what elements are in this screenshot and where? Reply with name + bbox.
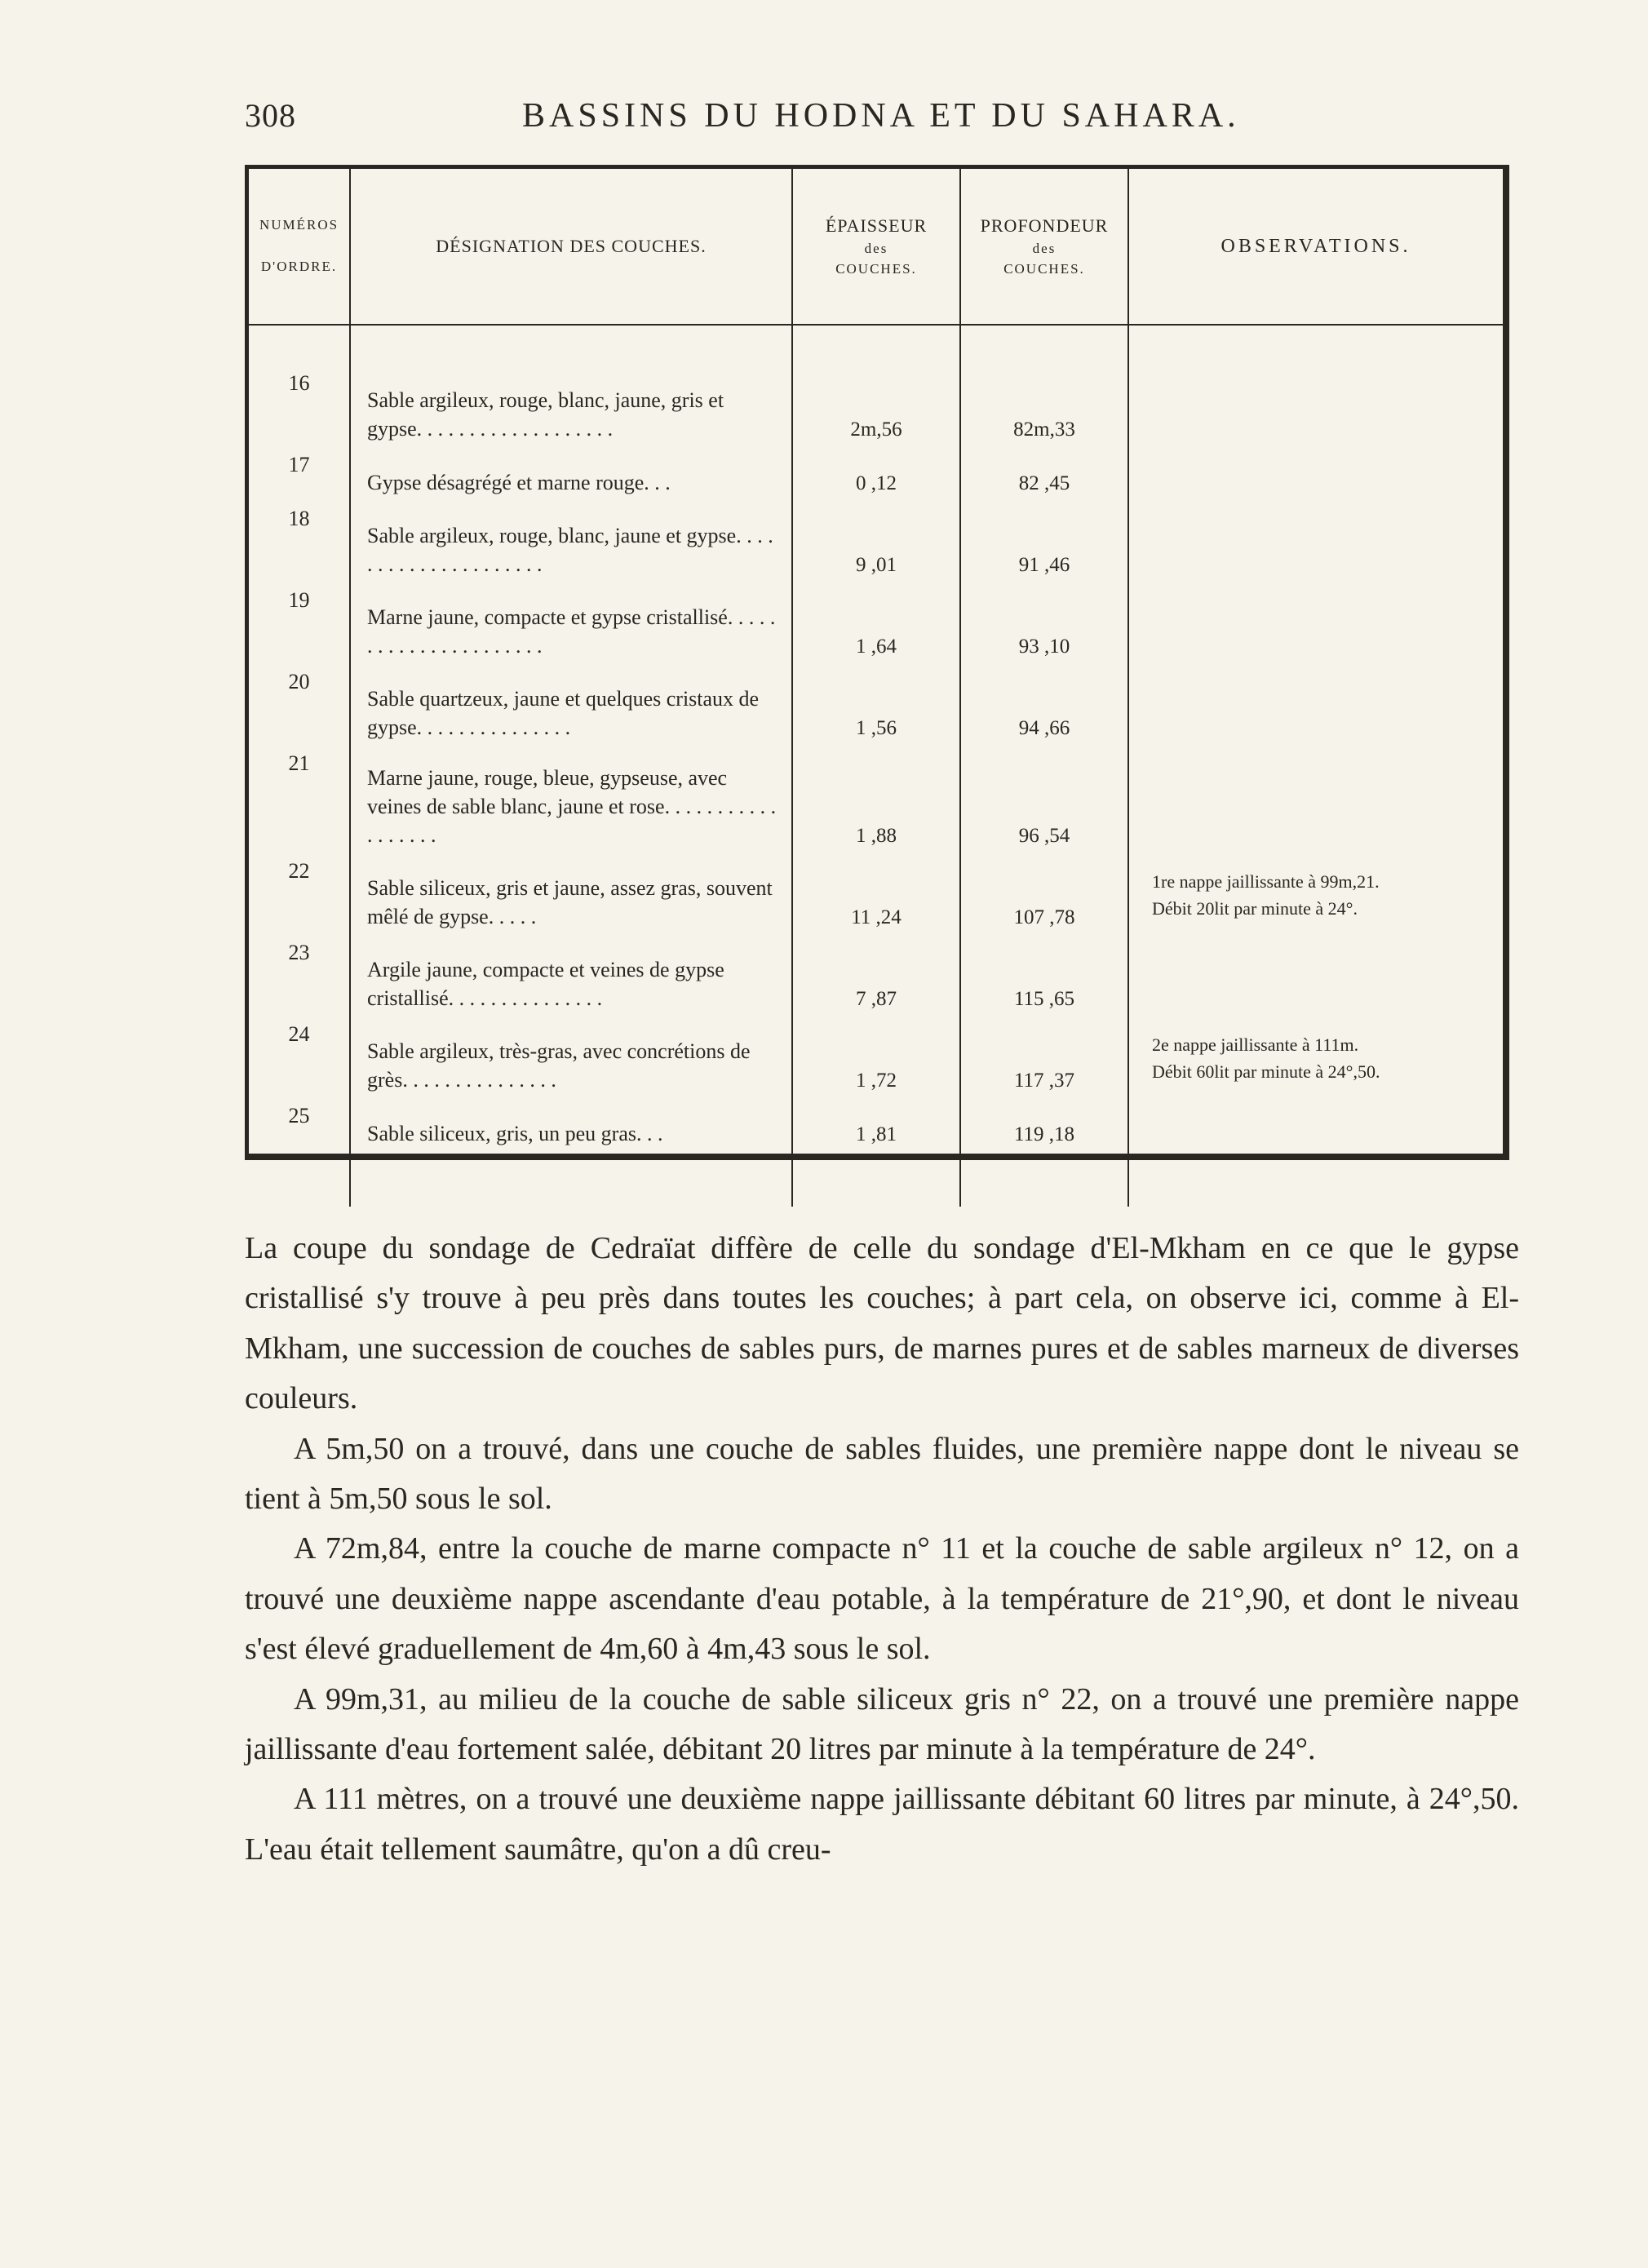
row-profondeur: 82m,33 — [960, 366, 1128, 448]
table-row — [249, 502, 1503, 583]
table-bottom-row — [249, 1153, 1503, 1207]
table-row — [249, 448, 1503, 502]
strata-table — [249, 169, 1503, 1207]
row-profondeur: 96 ,54 — [960, 746, 1128, 854]
row-number: 19 — [249, 583, 350, 665]
paragraph: A 72m,84, entre la couche de marne compacte n° 11 et la couche de sable argileux n° 12, on a trouvé une deuxième nappe ascendante d'eau potable, à la température de 21°,90, et dont le niveau s'est élevé graduellement de 4m,60 à 4m,43 sous le sol. — [245, 1531, 1519, 1667]
row-epaisseur: 0 ,12 — [792, 448, 960, 502]
row-designation: Gypse désagrégé et marne rouge. . . — [350, 448, 792, 502]
row-number: 23 — [249, 936, 350, 1017]
table-spacer-row — [249, 325, 1503, 366]
row-designation: Sable siliceux, gris, un peu gras. . . — [350, 1099, 792, 1153]
row-number: 17 — [249, 448, 350, 502]
table-row — [249, 746, 1503, 854]
row-epaisseur: 7 ,87 — [792, 936, 960, 1017]
row-epaisseur: 11 ,24 — [792, 854, 960, 936]
header-epaisseur: ÉPAISSEUR des COUCHES. — [792, 169, 960, 325]
row-observations — [1128, 366, 1503, 448]
row-designation: Sable argileux, très-gras, avec concrétions de grès. . . . . . . . . . . . . . . — [350, 1017, 792, 1099]
row-designation: Argile jaune, compacte et veines de gypse cristallisé. . . . . . . . . . . . . . . — [350, 936, 792, 1017]
table-row — [249, 665, 1503, 746]
row-designation: Sable siliceux, gris et jaune, assez gras, souvent mêlé de gypse. . . . . — [350, 854, 792, 936]
row-profondeur: 115 ,65 — [960, 936, 1128, 1017]
row-observations — [1128, 448, 1503, 502]
header-profondeur: PROFONDEUR des COUCHES. — [960, 169, 1128, 325]
row-observations: 1re nappe jaillissante à 99m,21. Débit 20lit par minute à 24°. — [1152, 871, 1380, 919]
row-observations — [1128, 936, 1503, 1017]
row-number: 21 — [249, 746, 350, 854]
table-row — [249, 366, 1503, 448]
row-profondeur: 91 ,46 — [960, 502, 1128, 583]
row-profondeur: 82 ,45 — [960, 448, 1128, 502]
row-profondeur: 119 ,18 — [960, 1099, 1128, 1153]
header-designation: DÉSIGNATION DES COUCHES. — [350, 169, 792, 325]
row-designation: Sable quartzeux, jaune et quelques cristaux de gypse. . . . . . . . . . . . . . . — [350, 665, 792, 746]
row-observations — [1128, 583, 1503, 665]
row-observations — [1128, 1099, 1503, 1153]
paragraph: A 111 mètres, on a trouvé une deuxième nappe jaillissante débitant 60 litres par minute, à 24°,50. L'eau était tellement saumâtre, qu'on a dû creu- — [245, 1782, 1519, 1867]
row-designation: Sable argileux, rouge, blanc, jaune et gypse. . . . . . . . . . . . . . . . . . . . . — [350, 502, 792, 583]
row-number: 25 — [249, 1099, 350, 1153]
row-number: 20 — [249, 665, 350, 746]
row-epaisseur: 9 ,01 — [792, 502, 960, 583]
strata-table-frame — [245, 165, 1509, 1160]
row-designation: Marne jaune, rouge, bleue, gypseuse, avec veines de sable blanc, jaune et rose. . . . . . . . . . . . . . . . . . — [350, 746, 792, 854]
row-designation: Marne jaune, compacte et gypse cristallisé. . . . . . . . . . . . . . . . . . . . . . — [350, 583, 792, 665]
paragraph: A 5m,50 on a trouvé, dans une couche de sables fluides, une première nappe dont le niveau se tient à 5m,50 sous le sol. — [245, 1431, 1519, 1517]
row-number: 22 — [249, 854, 350, 936]
header-observations: OBSERVATIONS. — [1128, 169, 1503, 325]
row-epaisseur: 1 ,81 — [792, 1099, 960, 1153]
row-profondeur: 93 ,10 — [960, 583, 1128, 665]
page-number: 308 — [245, 97, 296, 134]
row-epaisseur: 1 ,56 — [792, 665, 960, 746]
row-profondeur: 94 ,66 — [960, 665, 1128, 746]
table-row — [249, 936, 1503, 1017]
paragraph: La coupe du sondage de Cedraïat diffère de celle du sondage d'El-Mkham en ce que le gypse cristallisé s'y trouve à peu près dans toutes les couches; à part cela, on observe ici, comme à El-Mkham, une succession de couches de sables purs, de marnes pures et de sables marneux de diverses couleurs. — [245, 1231, 1519, 1416]
row-observations: 2e nappe jaillissante à 111m. Débit 60lit par minute à 24°,50. — [1152, 1034, 1380, 1082]
table-row — [249, 854, 1503, 936]
row-number: 18 — [249, 502, 350, 583]
row-profondeur: 107 ,78 — [960, 854, 1128, 936]
row-epaisseur: 1 ,72 — [792, 1017, 960, 1099]
running-title: BASSINS DU HODNA ET DU SAHARA. — [522, 97, 1240, 135]
row-epaisseur: 1 ,64 — [792, 583, 960, 665]
row-observations — [1128, 665, 1503, 746]
table-row — [249, 1017, 1503, 1099]
row-observations — [1128, 746, 1503, 854]
running-head — [0, 96, 1648, 145]
body-text — [245, 1224, 1519, 1875]
header-numeros: NUMÉROS D'ORDRE. — [249, 169, 350, 325]
table-row — [249, 583, 1503, 665]
row-epaisseur: 1 ,88 — [792, 746, 960, 854]
row-number: 16 — [249, 366, 350, 448]
row-observations — [1128, 502, 1503, 583]
paragraph: A 99m,31, au milieu de la couche de sable siliceux gris n° 22, on a trouvé une première nappe jaillissante d'eau fortement salée, débitant 20 litres par minute à la température de 24°. — [245, 1681, 1519, 1767]
table-row — [249, 1099, 1503, 1153]
row-number: 24 — [249, 1017, 350, 1099]
row-designation: Sable argileux, rouge, blanc, jaune, gris et gypse. . . . . . . . . . . . . . . . . . . — [350, 366, 792, 448]
row-profondeur: 117 ,37 — [960, 1017, 1128, 1099]
row-epaisseur: 2m,56 — [792, 366, 960, 448]
